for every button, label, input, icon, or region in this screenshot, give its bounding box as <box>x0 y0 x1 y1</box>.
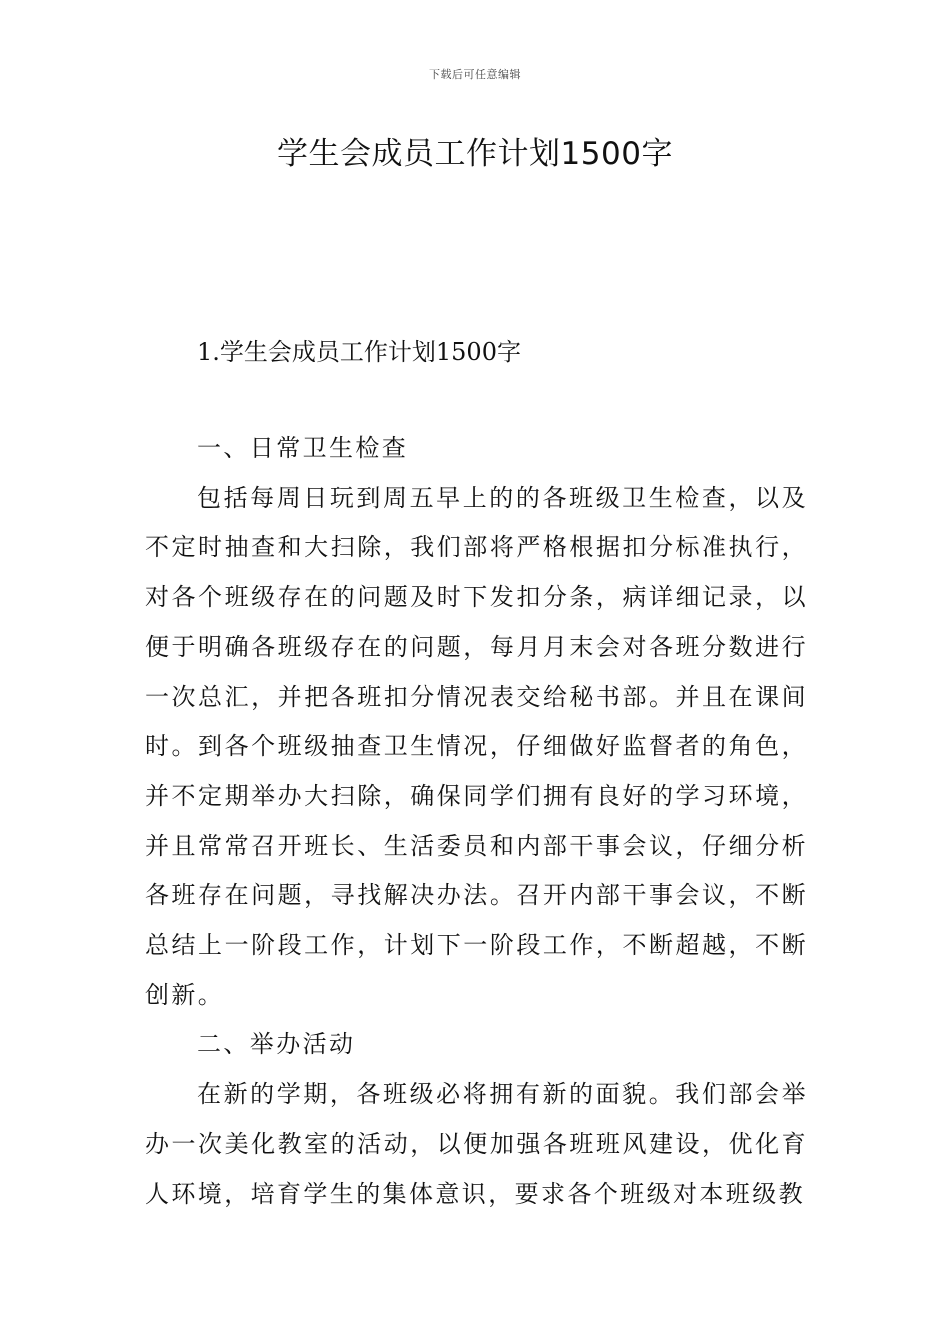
document-body <box>145 424 808 1219</box>
document-title: 学生会成员工作计划1500字 <box>277 136 673 172</box>
section-heading-daily-hygiene: 一、日常卫生检查 <box>197 434 409 462</box>
section-paragraph-activities: 在新的学期，各班级必将拥有新的面貌。我们部会举办一次美化教室的活动，以便加强各班班风建设，优化育人环境，培育学生的集体意识，要求各个班级对本班级教 <box>145 1080 808 1208</box>
section-heading-activities: 二、举办活动 <box>197 1030 356 1059</box>
section-paragraph-daily-hygiene: 包括每周日玩到周五早上的的各班级卫生检查，以及不定时抽查和大扫除，我们部将严格根据扣分标准执行，对各个班级存在的问题及时下发扣分条，病详细记录，以便于明确各班级存在的问题，每月月末会对各班分数进行一次总汇，并把各班扣分情况表交给秘书部。并且在课间时。到各个班级抽查卫生情况，仔细做好监督者的角色，并不定期举办大扫除，确保同学们拥有良好的学习环境，并且常常召开班长、生活委员和内部干事会议，仔细分析各班存在问题，寻找解决办法。召开内部干事会议，不断总结上一阶段工作，计划下一阶段工作，不断超越，不断创新。 <box>145 483 808 1009</box>
document-subtitle: 1.学生会成员工作计划1500字 <box>197 338 521 366</box>
header-note: 下载后可任意编辑 <box>429 68 521 81</box>
